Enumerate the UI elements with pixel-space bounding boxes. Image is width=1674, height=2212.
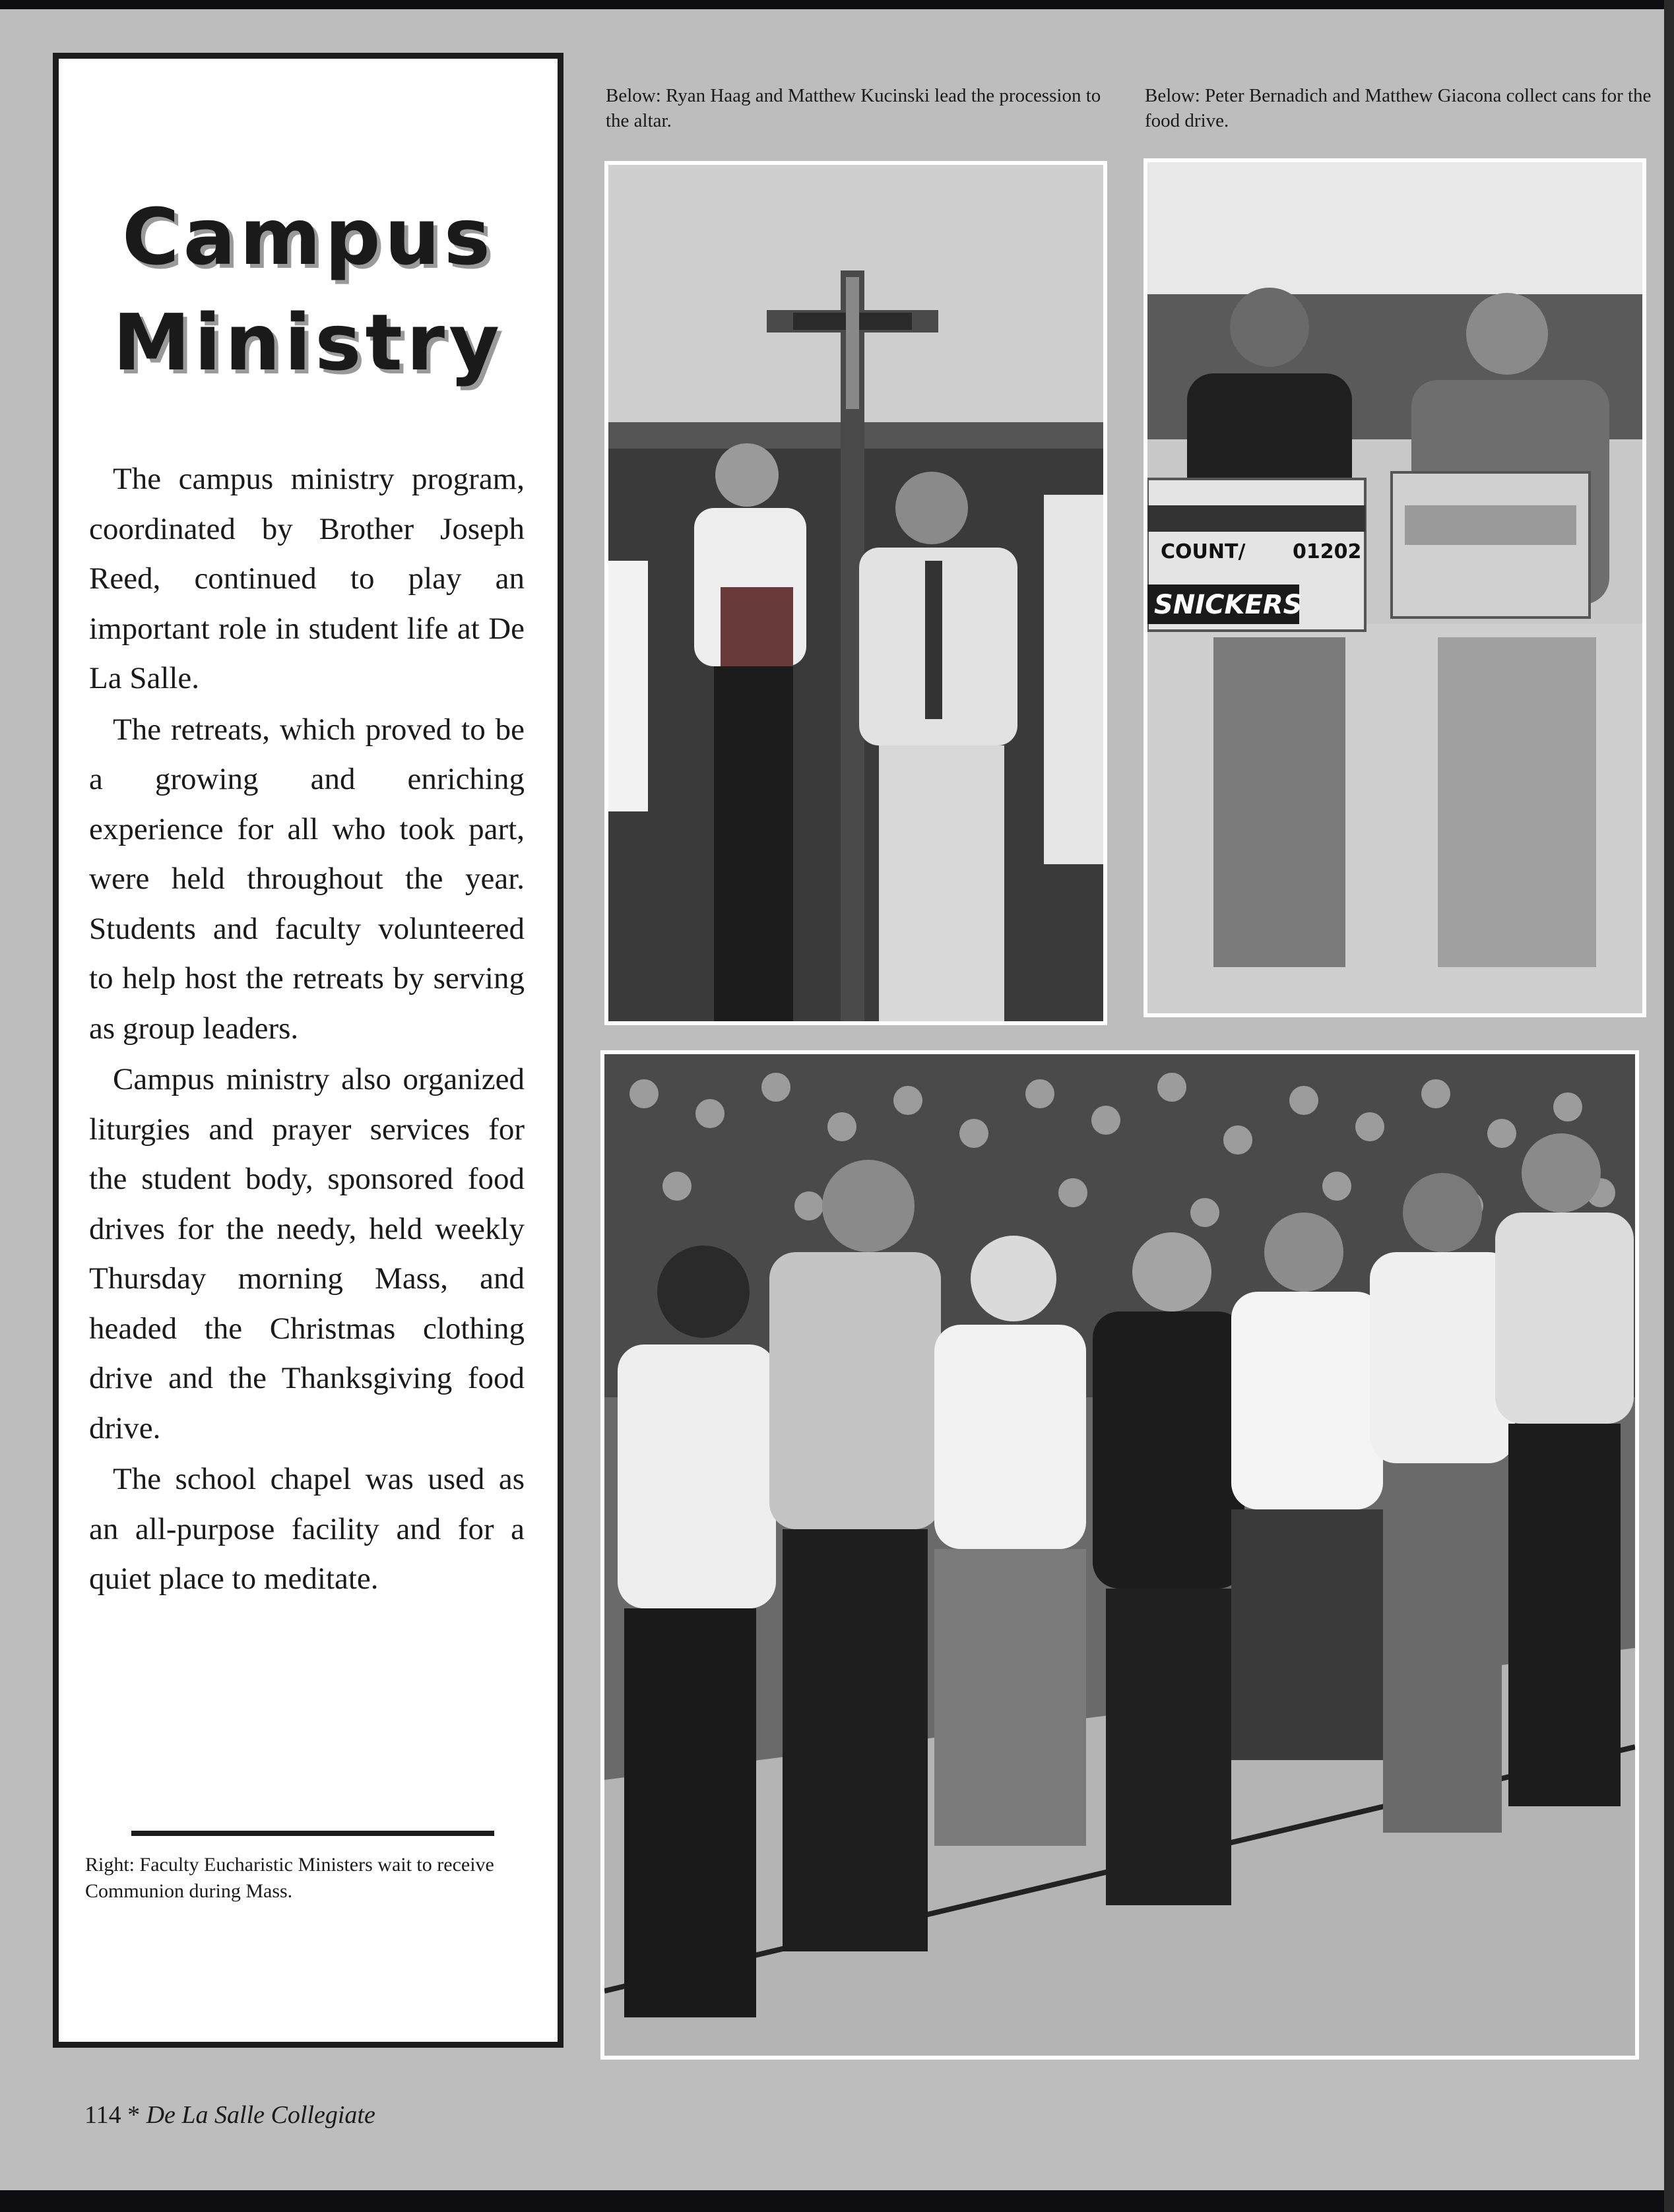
box-label-count: COUNT/ — [1161, 540, 1246, 563]
food-drive-photo-caption: Below: Peter Bernadich and Matthew Giacona collect cans for the food drive. — [1145, 85, 1652, 131]
box-label-number: 01202 — [1293, 540, 1362, 563]
article-body — [89, 455, 525, 1606]
ministers-photo-caption: Right: Faculty Eucharistic Ministers wait to receive Communion during Mass. — [85, 1854, 494, 1902]
food-drive-photo — [1143, 158, 1646, 1017]
page-title — [59, 184, 558, 395]
footer-separator: * — [127, 2101, 141, 2129]
paragraph: The school chapel was used as an all-purpose facility and for a quiet place to meditate. — [89, 1462, 525, 1596]
yearbook-page — [0, 9, 1674, 2190]
paragraph: Campus ministry also organized liturgies and prayer services for the student body, sponsored food drives for the needy, held weekly Thursday morning Mass, and headed the Christmas clothing drive and the Thanksgiving food drive. — [89, 1062, 525, 1445]
procession-photo-caption: Below: Ryan Haag and Matthew Kucinski lead the procession to the altar. — [606, 85, 1101, 131]
title-line-2: Ministry — [112, 297, 504, 388]
title-line-1: Campus — [122, 191, 494, 282]
page-edge — [1664, 0, 1674, 2212]
page-footer — [84, 2101, 375, 2130]
caption-divider — [131, 1831, 494, 1836]
food-drive-image — [1147, 162, 1642, 1013]
paragraph: The retreats, which proved to be a growing and enriching experience for all who took part, were held throughout the year. Students and faculty volunteered to help host the retreats by serving as group leaders. — [89, 712, 525, 1046]
procession-image — [608, 165, 1103, 1021]
paragraph: The campus ministry program, coordinated by Brother Joseph Reed, continued to play an important role in student life at De La Salle. — [89, 462, 525, 695]
procession-photo — [604, 161, 1107, 1025]
eucharistic-ministers-photo — [600, 1050, 1639, 2060]
publication-name: De La Salle Collegiate — [146, 2101, 375, 2129]
ministers-image — [604, 1054, 1635, 2056]
box-label-brand: SNICKERS — [1154, 590, 1303, 620]
sidebar-panel — [53, 53, 563, 2048]
page-number: 114 — [84, 2101, 121, 2129]
